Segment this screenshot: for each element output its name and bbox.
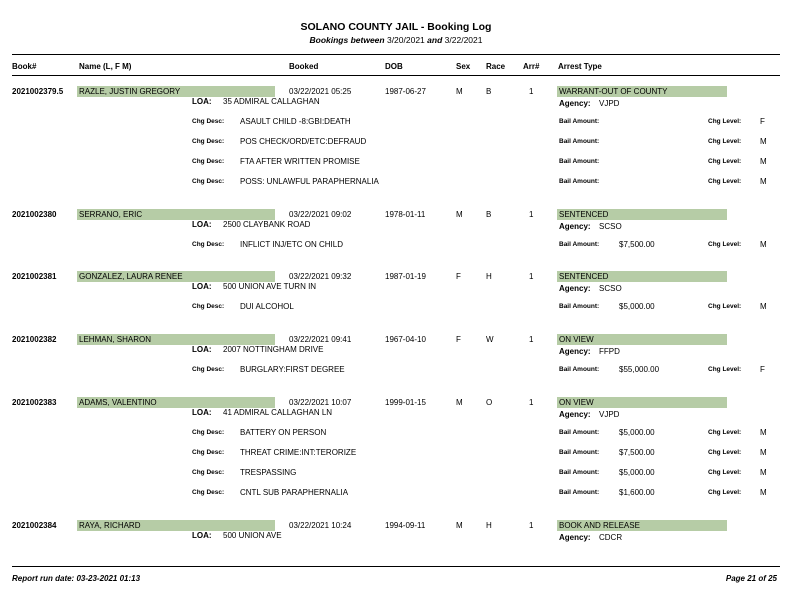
date-of-birth: 1978-01-11: [385, 210, 426, 219]
race: B: [486, 210, 492, 219]
chg-level-value: M: [760, 428, 767, 437]
arrest-type: ON VIEW: [557, 334, 727, 345]
inmate-name: SERRANO, ERIC: [77, 209, 275, 220]
agency-label: Agency:: [559, 533, 591, 542]
chg-level-value: M: [760, 157, 767, 166]
chg-level-value: M: [760, 177, 767, 186]
chg-level-label: Chg Level:: [708, 429, 742, 436]
chg-desc-label: Chg Desc:: [192, 118, 225, 125]
chg-level-label: Chg Level:: [708, 489, 742, 496]
inmate-name: GONZALEZ, LAURA RENEE: [77, 271, 275, 282]
report-title: SOLANO COUNTY JAIL - Booking Log: [300, 21, 492, 33]
loa-value: 500 UNION AVE: [223, 531, 282, 540]
subtitle-and: and: [427, 35, 443, 45]
chg-desc-value: BURGLARY:FIRST DEGREE: [240, 365, 345, 374]
date-of-birth: 1987-01-19: [385, 272, 426, 281]
chg-level-label: Chg Level:: [708, 469, 742, 476]
chg-desc-value: POSS: UNLAWFUL PARAPHERNALIA: [240, 177, 379, 186]
arrest-count: 1: [529, 272, 534, 281]
chg-desc-value: INFLICT INJ/ETC ON CHILD: [240, 240, 343, 249]
date-of-birth: 1987-06-27: [385, 87, 426, 96]
chg-desc-value: THREAT CRIME:INT:TERORIZE: [240, 448, 357, 457]
bail-amount-label: Bail Amount:: [559, 469, 600, 476]
arrest-count: 1: [529, 335, 534, 344]
chg-level-label: Chg Level:: [708, 449, 742, 456]
booking-number: 2021002382: [12, 335, 57, 344]
sex: M: [456, 210, 463, 219]
loa-label: LOA:: [192, 531, 212, 540]
bail-amount-value: $55,000.00: [619, 365, 660, 374]
inmate-name: LEHMAN, SHARON: [77, 334, 275, 345]
chg-desc-value: TRESPASSING: [240, 468, 297, 477]
date-to: 3/22/2021: [444, 35, 483, 45]
col-header-name: Name (L, F M): [79, 62, 132, 71]
chg-desc-value: FTA AFTER WRITTEN PROMISE: [240, 157, 360, 166]
chg-level-label: Chg Level:: [708, 303, 742, 310]
bail-amount-label: Bail Amount:: [559, 489, 600, 496]
date-from: 3/20/2021: [386, 35, 425, 45]
loa-label: LOA:: [192, 345, 212, 354]
agency-value: CDCR: [599, 533, 623, 542]
arrest-type: WARRANT-OUT OF COUNTY: [557, 86, 727, 97]
bail-amount-value: $7,500.00: [619, 448, 655, 457]
loa-value: 500 UNION AVE TURN IN: [223, 282, 317, 291]
chg-level-label: Chg Level:: [708, 118, 742, 125]
footer-divider: [12, 566, 780, 567]
loa-label: LOA:: [192, 408, 212, 417]
bail-amount-value: $1,600.00: [619, 488, 655, 497]
agency-value: SCSO: [599, 222, 622, 231]
column-divider: [12, 75, 780, 76]
chg-level-label: Chg Level:: [708, 178, 742, 185]
subtitle-prefix: Bookings between: [309, 35, 385, 45]
loa-label: LOA:: [192, 97, 212, 106]
bail-amount-label: Bail Amount:: [559, 138, 600, 145]
booked-datetime: 03/22/2021 09:02: [289, 210, 352, 219]
race: O: [486, 398, 493, 407]
sex: F: [456, 335, 461, 344]
agency-label: Agency:: [559, 284, 591, 293]
bail-amount-value: $5,000.00: [619, 468, 655, 477]
report-subtitle: [0, 35, 792, 45]
arrest-count: 1: [529, 398, 534, 407]
inmate-name: RAZLE, JUSTIN GREGORY: [77, 86, 275, 97]
arrest-type: SENTENCED: [557, 271, 727, 282]
chg-desc-value: CNTL SUB PARAPHERNALIA: [240, 488, 349, 497]
booked-datetime: 03/22/2021 10:07: [289, 398, 352, 407]
chg-desc-value: POS CHECK/ORD/ETC:DEFRAUD: [240, 137, 367, 146]
bail-amount-label: Bail Amount:: [559, 303, 600, 310]
race: H: [486, 272, 492, 281]
bail-amount-label: Bail Amount:: [559, 449, 600, 456]
chg-level-label: Chg Level:: [708, 158, 742, 165]
loa-label: LOA:: [192, 282, 212, 291]
chg-level-value: F: [760, 365, 765, 374]
col-header-arr: Arr#: [523, 62, 540, 71]
chg-desc-label: Chg Desc:: [192, 489, 225, 496]
chg-level-label: Chg Level:: [708, 366, 742, 373]
loa-value: 2500 CLAYBANK ROAD: [223, 220, 311, 229]
col-header-sex: Sex: [456, 62, 471, 71]
bail-amount-value: $5,000.00: [619, 302, 655, 311]
chg-desc-label: Chg Desc:: [192, 366, 225, 373]
bail-amount-label: Bail Amount:: [559, 429, 600, 436]
chg-level-label: Chg Level:: [708, 241, 742, 248]
loa-value: 35 ADMIRAL CALLAGHAN: [223, 97, 320, 106]
arrest-type: ON VIEW: [557, 397, 727, 408]
chg-desc-value: ASAULT CHILD -8:GBI:DEATH: [240, 117, 351, 126]
loa-value: 2007 NOTTINGHAM DRIVE: [223, 345, 324, 354]
bail-amount-value: $5,000.00: [619, 428, 655, 437]
inmate-name: RAYA, RICHARD: [77, 520, 275, 531]
col-header-booked: Booked: [289, 62, 319, 71]
date-of-birth: 1994-09-11: [385, 521, 426, 530]
loa-value: 41 ADMIRAL CALLAGHAN LN: [223, 408, 333, 417]
agency-label: Agency:: [559, 410, 591, 419]
arrest-count: 1: [529, 521, 534, 530]
booking-number: 2021002379.5: [12, 87, 64, 96]
agency-value: VJPD: [599, 410, 620, 419]
agency-value: VJPD: [599, 99, 620, 108]
race: B: [486, 87, 492, 96]
sex: M: [456, 87, 463, 96]
agency-label: Agency:: [559, 222, 591, 231]
date-of-birth: 1967-04-10: [385, 335, 426, 344]
chg-level-value: M: [760, 302, 767, 311]
arrest-type: SENTENCED: [557, 209, 727, 220]
arrest-type: BOOK AND RELEASE: [557, 520, 727, 531]
inmate-name: ADAMS, VALENTINO: [77, 397, 275, 408]
booked-datetime: 03/22/2021 09:41: [289, 335, 352, 344]
race: H: [486, 521, 492, 530]
agency-label: Agency:: [559, 99, 591, 108]
page-number: Page 21 of 25: [725, 574, 777, 583]
chg-desc-label: Chg Desc:: [192, 138, 225, 145]
booking-number: 2021002384: [12, 521, 57, 530]
agency-value: SCSO: [599, 284, 622, 293]
chg-desc-label: Chg Desc:: [192, 449, 225, 456]
chg-level-label: Chg Level:: [708, 138, 742, 145]
booked-datetime: 03/22/2021 09:32: [289, 272, 352, 281]
bail-amount-label: Bail Amount:: [559, 178, 600, 185]
sex: M: [456, 398, 463, 407]
date-of-birth: 1999-01-15: [385, 398, 426, 407]
report-run-date: Report run date: 03-23-2021 01:13: [12, 574, 141, 583]
chg-desc-label: Chg Desc:: [192, 429, 225, 436]
booking-number: 2021002381: [12, 272, 57, 281]
chg-desc-value: DUI ALCOHOL: [240, 302, 294, 311]
bail-amount-label: Bail Amount:: [559, 158, 600, 165]
agency-label: Agency:: [559, 347, 591, 356]
chg-desc-label: Chg Desc:: [192, 178, 225, 185]
booked-datetime: 03/22/2021 10:24: [289, 521, 352, 530]
chg-desc-label: Chg Desc:: [192, 469, 225, 476]
booking-number: 2021002383: [12, 398, 57, 407]
header-divider: [12, 54, 780, 55]
bail-amount-value: $7,500.00: [619, 240, 655, 249]
chg-level-value: M: [760, 240, 767, 249]
col-header-dob: DOB: [385, 62, 403, 71]
chg-desc-label: Chg Desc:: [192, 241, 225, 248]
sex: M: [456, 521, 463, 530]
arrest-count: 1: [529, 87, 534, 96]
chg-desc-label: Chg Desc:: [192, 303, 225, 310]
bail-amount-label: Bail Amount:: [559, 366, 600, 373]
booked-datetime: 03/22/2021 05:25: [289, 87, 352, 96]
booking-number: 2021002380: [12, 210, 57, 219]
race: W: [486, 335, 494, 344]
chg-level-value: M: [760, 468, 767, 477]
chg-level-value: M: [760, 137, 767, 146]
col-header-arrest-type: Arrest Type: [558, 62, 602, 71]
chg-desc-label: Chg Desc:: [192, 158, 225, 165]
loa-label: LOA:: [192, 220, 212, 229]
agency-value: FFPD: [599, 347, 620, 356]
chg-desc-value: BATTERY ON PERSON: [240, 428, 327, 437]
col-header-book: Book#: [12, 62, 37, 71]
col-header-race: Race: [486, 62, 506, 71]
bail-amount-label: Bail Amount:: [559, 241, 600, 248]
chg-level-value: M: [760, 448, 767, 457]
chg-level-value: M: [760, 488, 767, 497]
arrest-count: 1: [529, 210, 534, 219]
sex: F: [456, 272, 461, 281]
chg-level-value: F: [760, 117, 765, 126]
bail-amount-label: Bail Amount:: [559, 118, 600, 125]
